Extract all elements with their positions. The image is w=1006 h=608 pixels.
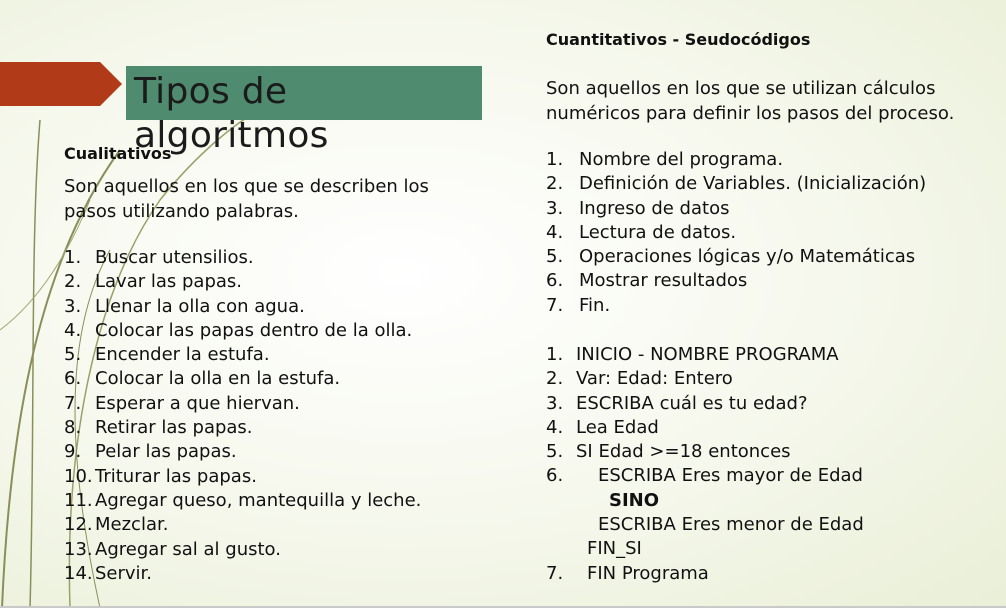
list-item — [64, 440, 504, 464]
item-number: 11. — [64, 489, 93, 511]
item-number: 7. — [64, 392, 82, 414]
list-item — [64, 465, 504, 489]
left-heading: Cualitativos — [64, 144, 172, 163]
item-number: 10. — [64, 465, 93, 487]
item-text: Agregar queso, mantequilla y leche. — [95, 489, 422, 511]
right-description: Son aquellos en los que se utilizan cálculos numéricos para definir los pasos del proceso. — [546, 78, 955, 124]
item-text: Pelar las papas. — [95, 441, 237, 463]
pseudocode-line — [546, 416, 996, 440]
right-steps-list — [546, 148, 996, 318]
pseudocode-list — [546, 343, 996, 586]
pseudocode-line — [546, 367, 996, 391]
item-number: 6. — [546, 465, 564, 487]
item-number: 8. — [64, 417, 82, 439]
item-text: Mostrar resultados — [579, 270, 748, 292]
list-item — [546, 172, 996, 196]
list-item — [546, 221, 996, 245]
list-item — [64, 270, 504, 294]
item-text: Retirar las papas. — [95, 417, 253, 439]
list-item — [64, 295, 504, 319]
item-number: 4. — [64, 319, 82, 341]
item-text: Mezclar. — [95, 514, 169, 536]
slide-title: Tipos de algoritmos — [134, 71, 329, 156]
item-text: Llenar la olla con agua. — [95, 295, 305, 317]
title-arrow-shape — [0, 62, 122, 106]
item-number: 12. — [64, 514, 93, 536]
item-number: 2. — [546, 368, 564, 390]
list-item — [64, 392, 504, 416]
item-number: 6. — [546, 270, 564, 292]
list-item — [546, 197, 996, 221]
item-number: 4. — [546, 221, 564, 243]
left-steps-list — [64, 246, 504, 586]
item-text: Operaciones lógicas y/o Matemáticas — [579, 246, 916, 268]
item-number: 3. — [546, 197, 564, 219]
list-item — [64, 513, 504, 537]
item-text: Agregar sal al gusto. — [95, 538, 281, 560]
item-text: SI Edad >=18 entonces — [576, 441, 791, 463]
item-number: 1. — [546, 149, 564, 170]
item-text: Colocar las papas dentro de la olla. — [95, 319, 413, 341]
list-item — [546, 269, 996, 293]
item-text: Var: Edad: Entero — [576, 368, 733, 390]
item-text: Encender la estufa. — [95, 344, 270, 366]
item-text: Servir. — [95, 562, 153, 584]
item-number: 3. — [546, 392, 564, 414]
item-text: Triturar las papas. — [95, 465, 257, 487]
list-item — [64, 246, 504, 270]
pseudocode-line — [546, 440, 996, 464]
item-text: SINO — [609, 489, 660, 511]
list-item — [64, 367, 504, 391]
item-number: 3. — [64, 295, 82, 317]
item-text: ESCRIBA cuál es tu edad? — [576, 392, 808, 414]
item-number: 5. — [64, 344, 82, 366]
list-item — [64, 562, 504, 586]
left-description: Son aquellos en los que se describen los pasos utilizando palabras. — [64, 176, 429, 222]
item-text: Colocar la olla en la estufa. — [95, 368, 341, 390]
item-text: Lea Edad — [576, 416, 659, 438]
item-number: 5. — [546, 441, 564, 463]
item-number: 9. — [64, 441, 82, 463]
item-number: 7. — [546, 294, 564, 316]
item-number: 2. — [546, 173, 564, 195]
pseudocode-line — [546, 392, 996, 416]
pseudocode-line — [546, 464, 996, 488]
item-text: Ingreso de datos — [579, 197, 730, 219]
item-text: INICIO - NOMBRE PROGRAMA — [576, 344, 839, 365]
item-number: 5. — [546, 246, 564, 268]
list-item — [64, 319, 504, 343]
pseudocode-line — [546, 562, 996, 586]
list-item — [546, 245, 996, 269]
item-text: ESCRIBA Eres menor de Edad — [598, 514, 864, 536]
list-item — [64, 489, 504, 513]
pseudocode-line — [546, 513, 996, 537]
pseudocode-line — [546, 343, 996, 367]
item-text: Buscar utensilios. — [95, 247, 254, 268]
pseudocode-line — [546, 489, 996, 513]
item-text: ESCRIBA Eres mayor de Edad — [598, 465, 863, 487]
pseudocode-line — [546, 537, 996, 561]
item-number: 6. — [64, 368, 82, 390]
item-number: 1. — [64, 247, 82, 268]
item-text: Lavar las papas. — [95, 271, 243, 293]
list-item — [64, 343, 504, 367]
right-heading: Cuantitativos - Seudocódigos — [546, 30, 811, 49]
item-text: Esperar a que hiervan. — [95, 392, 300, 414]
item-number: 4. — [546, 416, 564, 438]
item-number: 7. — [546, 562, 564, 584]
item-number: 2. — [64, 271, 82, 293]
item-number: 1. — [546, 344, 564, 365]
item-text: Definición de Variables. (Inicialización) — [579, 173, 927, 195]
list-item — [546, 148, 996, 172]
list-item — [64, 538, 504, 562]
item-number: 14. — [64, 562, 93, 584]
item-text: Fin. — [579, 294, 611, 316]
item-text: FIN_SI — [587, 538, 642, 560]
list-item — [64, 416, 504, 440]
item-text: FIN Programa — [587, 562, 709, 584]
list-item — [546, 294, 996, 318]
item-text: Nombre del programa. — [579, 149, 784, 170]
item-text: Lectura de datos. — [579, 221, 737, 243]
item-number: 13. — [64, 538, 93, 560]
